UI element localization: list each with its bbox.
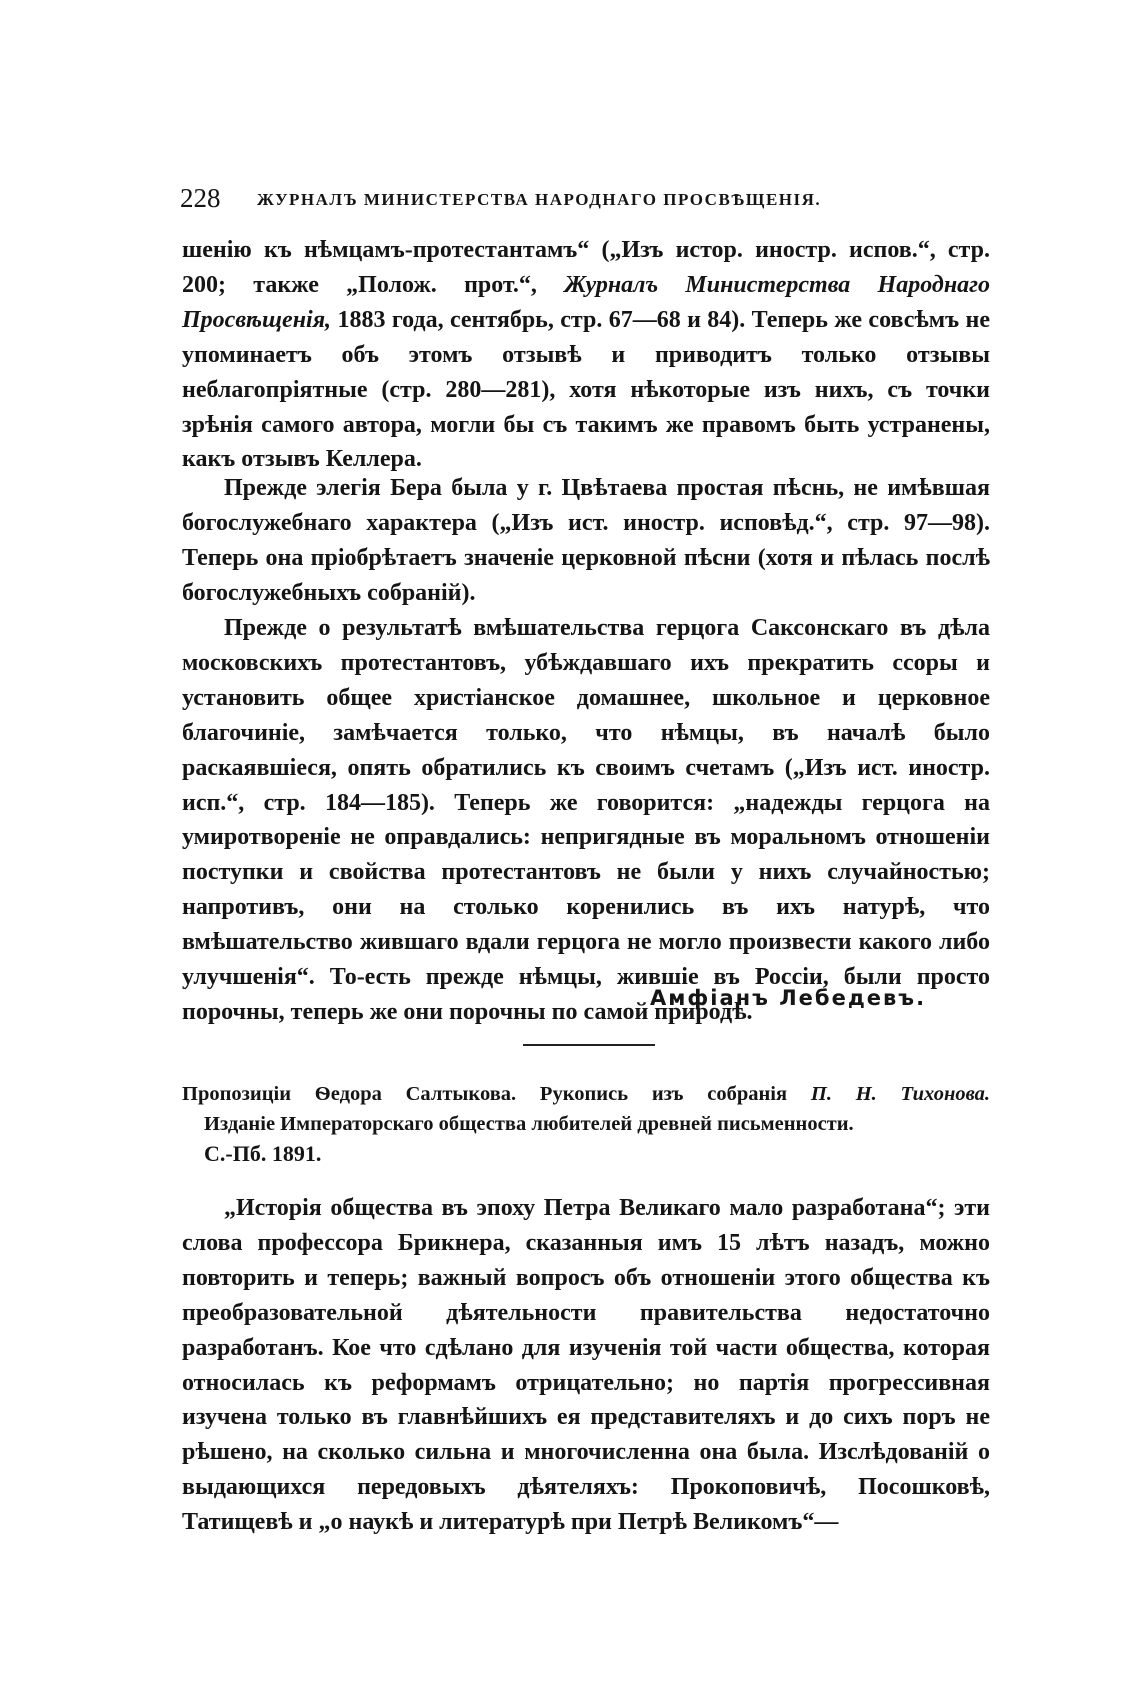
paragraph-text-b: 1883 года, сентябрь, стр. 67—68 и 84). Теперь же совсѣмъ не упоминаетъ объ этомъ отзывѣ и приводитъ только отзывы неблагопріятные (стр. 280—281), хотя нѣкоторые изъ нихъ, съ точки зрѣнія самого автора, могли бы съ такимъ же правомъ быть устранены, какъ отзывъ Келлера.	[182, 306, 990, 473]
page-number: 228	[180, 183, 221, 213]
review-heading	[182, 1080, 990, 1169]
journal-title: Журналъ Министерства Народнаго Просвѣщенія,	[182, 271, 990, 333]
paragraph-text: „Исторія общества въ эпоху Петра Великаго мало разработана“; эти слова профессора Брикнера, сказанныя имъ 15 лѣтъ назадъ, можно повторить и теперь; важный вопросъ объ отношеніи этого общества къ преобразовательной дѣятельности правительства недостаточно разработанъ. Кое что сдѣлано для изученія той части общества, которая относилась къ реформамъ отрицательно; но партія прогрессивная изучена только въ главнѣйшихъ ея представителяхъ и до сихъ поръ не рѣшено, на сколько сильна и многочисленна она была. Изслѣдованій о выдающихся передовыхъ дѣятеляхъ: Прокоповичѣ, Посошковѣ, Татищевѣ и „о наукѣ и литературѣ при Петрѣ Великомъ“—	[182, 1195, 990, 1536]
review-place-year: С.-Пб. 1891.	[204, 1141, 322, 1166]
review-title	[182, 1080, 990, 1110]
running-head: ЖУРНАЛЪ МИНИСТЕРСТВА НАРОДНАГО ПРОСВѢЩЕНІЯ.	[257, 190, 822, 209]
paragraph-duke	[182, 611, 990, 1030]
section-divider	[523, 1044, 655, 1046]
author-signature: Амфіанъ Лебедевъ.	[650, 986, 927, 1010]
review-paragraph	[182, 1191, 990, 1540]
paragraph-continued	[182, 233, 990, 477]
paragraph-text: Прежде о результатѣ вмѣшательства герцога Саксонскаго въ дѣла московскихъ протестантовъ, убѣждавшаго ихъ прекратить ссоры и установить общее христіанское домашнее, школьное и церковное благочиніе, замѣчается только, что нѣмцы, въ началѣ было раскаявшіеся, опять обратились къ своимъ счетамъ („Изъ ист. иностр. исп.“, стр. 184—185). Теперь же говорится: „надежды герцога на умиротвореніе не оправдались: непригядные въ моральномъ отношеніи поступки и свойства протестантовъ не были у нихъ случайностью; напротивъ, они на столько коренились въ ихъ натурѣ, что вмѣшательство жившаго вдали герцога не могло произвести какого либо улучшенія“. То-есть прежде нѣмцы, жившіе въ Россіи, были просто порочны, теперь же они порочны по самой природѣ.	[182, 615, 990, 1025]
paragraph-text	[182, 233, 990, 477]
paragraph-text-a: шенію къ нѣмцамъ-протестантамъ“ („Изъ истор. иностр. испов.“, стр. 200; также „Полож. прот.“,	[182, 237, 990, 298]
paragraph-elegy	[182, 471, 990, 611]
review-publisher: Изданіе Императорскаго общества любителей древней письменности.	[204, 1112, 854, 1135]
review-collector: П. Н. Тихонова.	[810, 1083, 991, 1105]
paragraph-text: Прежде элегія Бера была у г. Цвѣтаева простая пѣснь, не имѣвшая богослужебнаго характера („Изъ ист. иностр. исповѣд.“, стр. 97—98). Теперь она пріобрѣтаетъ значеніе церковной пѣсни (хотя и пѣлась послѣ богослужебныхъ собраній).	[182, 475, 990, 606]
page-header	[180, 183, 1000, 223]
review-title-text: Пропозиціи Ѳедора Салтыкова. Рукопись изъ собранія	[182, 1083, 811, 1105]
